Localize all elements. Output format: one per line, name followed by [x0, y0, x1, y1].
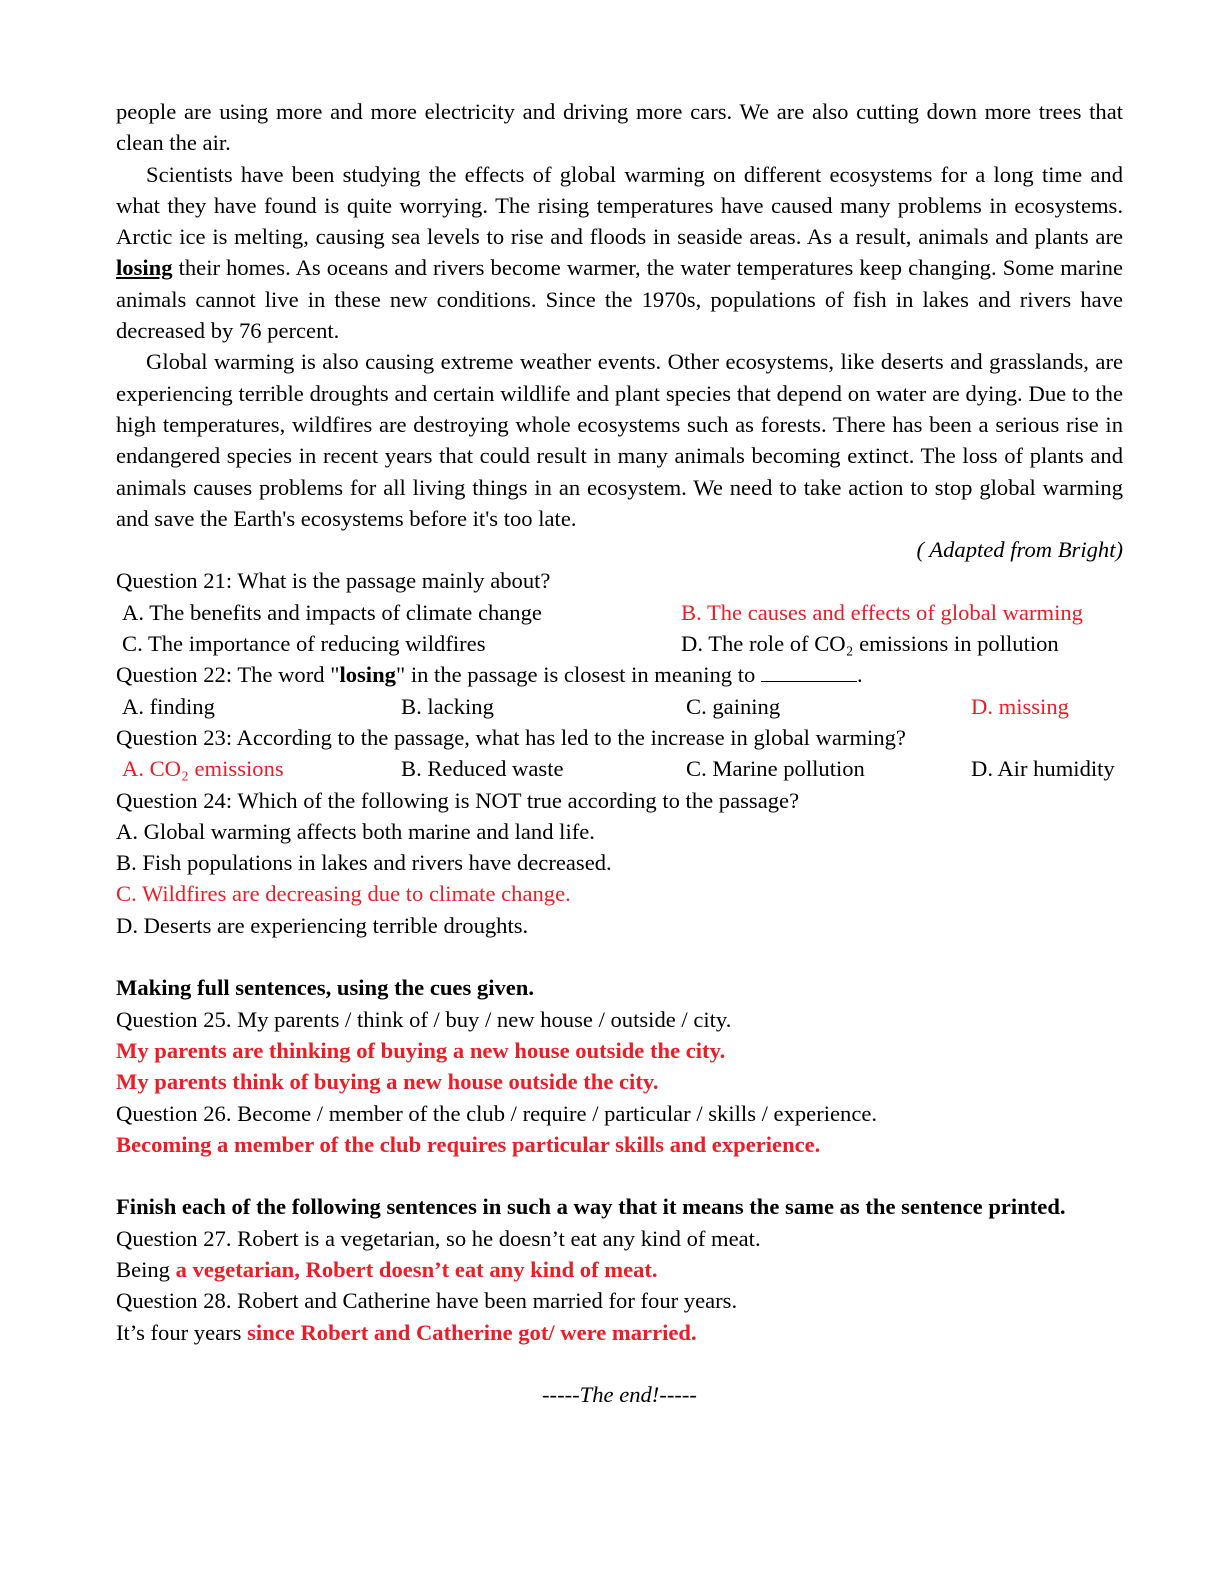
passage-paragraph-3: Global warming is also causing extreme weather events. Other ecosystems, like deserts and grasslands, are experiencing terrible droughts and certain wildlife and plant species that depend on water are dying. Due to the high temperatures, wildfires are destroying whole ecosystems such as forests. There has been a serious rise in endangered species in recent years that could result in many animals becoming extinct. The loss of plants and animals causes problems for all living things in an ecosystem. We need to take action to stop global warming and save the Earth's ecosystems before it's too late.	[116, 349, 1123, 531]
option-c-answer: C. Wildfires are decreasing due to climate change.	[116, 881, 571, 907]
question-25-answer-2: My parents think of buying a new house outside the city.	[116, 1069, 659, 1095]
question-27: Question 27. Robert is a vegetarian, so he doesn’t eat any kind of meat.	[116, 1225, 761, 1251]
option-d-answer: D. missing	[971, 693, 1069, 719]
spacer	[116, 941, 1123, 972]
highlighted-word: losing	[116, 255, 173, 281]
question-26-answer: Becoming a member of the club requires particular skills and experience.	[116, 1131, 821, 1157]
option-d: D. The role of CO₂ emissions in pollution	[681, 631, 1059, 657]
section-heading-sentences: Making full sentences, using the cues given.	[116, 975, 535, 1001]
question-21: Question 21: What is the passage mainly about?	[116, 568, 551, 594]
passage-paragraph-1: people are using more and more electricity and driving more cars. We are also cutting down more trees that clean the air.	[116, 99, 1123, 156]
question-28: Question 28. Robert and Catherine have been married for four years.	[116, 1288, 738, 1314]
question-28-rewrite	[116, 1317, 1123, 1348]
question-27-answer: a vegetarian, Robert doesn’t eat any kind of meat.	[175, 1256, 658, 1282]
question-22-options	[116, 691, 1123, 722]
document-footer: -----The end!-----	[542, 1382, 697, 1408]
question-25: Question 25. My parents / think of / buy / new house / outside / city.	[116, 1006, 732, 1032]
spacer	[116, 1348, 1123, 1379]
document-page	[116, 96, 1123, 1410]
rewrite-start: Being	[116, 1256, 176, 1282]
question-28-answer: since Robert and Catherine got/ were married.	[247, 1319, 697, 1345]
question-26: Question 26. Become / member of the club / require / particular / skills / experience.	[116, 1100, 878, 1126]
passage-text: their homes. As oceans and rivers become warmer, the water temperatures keep changing. Some marine animals cannot live in these new conditions. Since the 1970s, populations of fish in lakes and rivers have decreased by 76 percent.	[116, 255, 1123, 344]
option-c: C. gaining	[686, 693, 781, 719]
section-heading-rewrite: Finish each of the following sentences in such a way that it means the same as the sentence printed.	[116, 1194, 1066, 1220]
rewrite-start: It’s four years	[116, 1319, 248, 1345]
question-23: Question 23: According to the passage, what has led to the increase in global warming?	[116, 724, 906, 750]
option-a: A. Global warming affects both marine and land life.	[116, 818, 595, 844]
option-a-answer: A. CO₂ emissions	[122, 756, 284, 782]
question-23-options	[116, 753, 1123, 784]
option-c: C. Marine pollution	[686, 756, 865, 782]
spacer	[116, 1160, 1123, 1191]
question-21-options-row-1	[116, 597, 1123, 628]
question-22	[116, 659, 1123, 690]
option-b: B. Reduced waste	[401, 756, 564, 782]
question-21-options-row-2	[116, 628, 1123, 659]
question-24: Question 24: Which of the following is NOT true according to the passage?	[116, 787, 800, 813]
option-a: A. finding	[122, 693, 215, 719]
option-d: D. Deserts are experiencing terrible droughts.	[116, 912, 529, 938]
question-text: .	[856, 662, 863, 688]
passage-source: ( Adapted from Bright)	[916, 537, 1123, 563]
question-25-answer-1: My parents are thinking of buying a new house outside the city.	[116, 1037, 726, 1063]
option-c: C. The importance of reducing wildfires	[122, 631, 486, 657]
question-keyword: losing	[339, 662, 396, 688]
question-text: " in the passage is closest in meaning to	[395, 662, 761, 688]
option-d: D. Air humidity	[971, 756, 1115, 782]
option-b: B. lacking	[401, 693, 494, 719]
passage-paragraph-2	[116, 159, 1123, 347]
answer-blank	[761, 661, 857, 682]
option-a: A. The benefits and impacts of climate change	[122, 599, 542, 625]
question-27-rewrite	[116, 1254, 1123, 1285]
option-b: B. Fish populations in lakes and rivers have decreased.	[116, 850, 612, 876]
passage-text: Scientists have been studying the effects of global warming on different ecosystems for a long time and what they have found is quite worrying. The rising temperatures have caused many problems in ecosystems. Arctic ice is melting, causing sea levels to rise and floods in seaside areas. As a result, animals and plants are	[116, 161, 1123, 250]
question-text: Question 22: The word "	[116, 662, 340, 688]
option-b-answer: B. The causes and effects of global warming	[681, 599, 1083, 625]
